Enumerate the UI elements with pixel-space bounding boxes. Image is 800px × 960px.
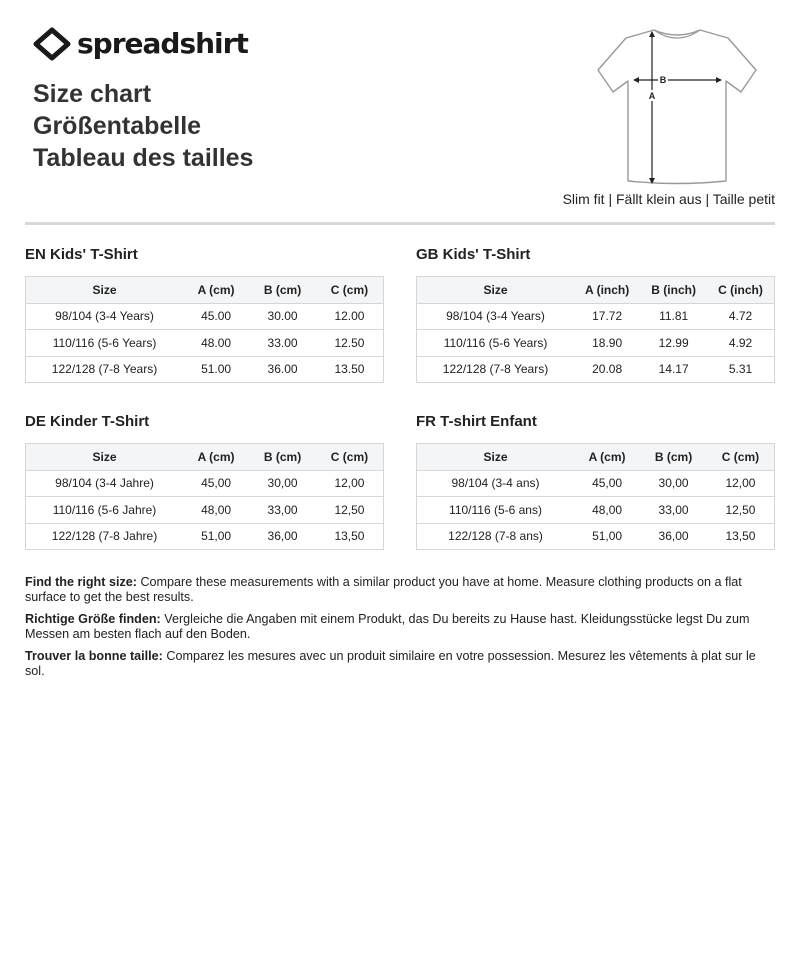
- size-table: [416, 443, 775, 550]
- table-row: [417, 330, 775, 357]
- table-title: GB Kids' T-Shirt: [416, 246, 531, 263]
- cell-a: 48,00: [183, 497, 249, 524]
- note-en: [25, 575, 777, 605]
- brand-name: spreadshirt: [77, 27, 248, 60]
- cell-b: 11.81: [640, 303, 707, 330]
- cell-a: 45,00: [574, 470, 640, 497]
- table-row: [26, 497, 384, 524]
- size-table-fr: [416, 413, 775, 550]
- brand-logo: [33, 26, 248, 62]
- measure-label-b: B: [659, 75, 667, 85]
- table-title: EN Kids' T-Shirt: [25, 246, 138, 263]
- cell-size: 110/116 (5-6 Jahre): [26, 497, 184, 524]
- header-b: B (cm): [640, 444, 707, 471]
- heart-diamond-logo-icon: [33, 27, 71, 61]
- table-row: [417, 356, 775, 383]
- cell-b: 30,00: [249, 470, 316, 497]
- header-a: A (inch): [574, 277, 640, 304]
- cell-a: 45.00: [183, 303, 249, 330]
- cell-size: 98/104 (3-4 Jahre): [26, 470, 184, 497]
- cell-c: 12,50: [316, 497, 384, 524]
- measure-label-a: A: [648, 91, 656, 101]
- page-titles: [33, 78, 253, 174]
- note-text: Comparez les mesures avec un produit similaire en votre possession. Mesurez les vêtements à plat sur le sol.: [25, 649, 756, 678]
- header-size: Size: [417, 277, 575, 304]
- title-en: Size chart: [33, 80, 152, 108]
- tshirt-measurement-diagram: [594, 26, 760, 190]
- cell-size: 98/104 (3-4 ans): [417, 470, 575, 497]
- table-row: [417, 497, 775, 524]
- header-a: A (cm): [183, 277, 249, 304]
- header-a: A (cm): [183, 444, 249, 471]
- cell-size: 110/116 (5-6 ans): [417, 497, 575, 524]
- cell-c: 12,50: [707, 497, 775, 524]
- size-table-gb: [416, 246, 775, 383]
- tshirt-outline: [598, 30, 756, 184]
- header-c: C (cm): [707, 444, 775, 471]
- cell-size: 122/128 (7-8 Years): [51, 362, 158, 377]
- table-row: [26, 303, 384, 330]
- header-b: B (cm): [249, 444, 316, 471]
- header-c: C (inch): [707, 277, 774, 304]
- cell-c: 4.72: [707, 303, 774, 330]
- size-table-en: [25, 246, 384, 383]
- size-table: [25, 443, 384, 550]
- note-fr: [25, 649, 777, 679]
- header-b: B (cm): [249, 277, 316, 304]
- cell-size: 122/128 (7-8 Years): [442, 362, 549, 377]
- header-size: Size: [26, 277, 184, 304]
- cell-a: 51,00: [201, 529, 232, 544]
- cell-a: 17.72: [574, 303, 640, 330]
- cell-b: 33.00: [249, 330, 316, 357]
- table-row: [417, 523, 775, 550]
- cell-b: 36.00: [267, 362, 298, 377]
- cell-a: 51,00: [592, 529, 623, 544]
- note-label: Richtige Größe finden:: [25, 612, 161, 626]
- cell-b: 36,00: [658, 529, 689, 544]
- cell-size: 110/116 (5-6 Years): [26, 330, 184, 357]
- cell-c: 12.50: [316, 330, 384, 357]
- title-de: Größentabelle: [33, 112, 202, 140]
- note-de: [25, 612, 777, 642]
- cell-c: 12,00: [316, 470, 384, 497]
- header-a: A (cm): [574, 444, 640, 471]
- cell-b: 12.99: [640, 330, 707, 357]
- measurement-notes: [25, 575, 777, 686]
- cell-size: 122/128 (7-8 Jahre): [51, 529, 158, 544]
- cell-a: 45,00: [183, 470, 249, 497]
- header-size: Size: [26, 444, 184, 471]
- cell-size: 98/104 (3-4 Years): [26, 303, 184, 330]
- cell-a: 20.08: [592, 362, 623, 377]
- table-row: [417, 470, 775, 497]
- cell-c: 4.92: [707, 330, 774, 357]
- cell-b: 33,00: [249, 497, 316, 524]
- header-b: B (inch): [640, 277, 707, 304]
- cell-c: 5.31: [728, 362, 753, 377]
- cell-a: 48.00: [183, 330, 249, 357]
- cell-size: 122/128 (7-8 ans): [448, 529, 543, 544]
- table-row: [26, 330, 384, 357]
- table-title: FR T-shirt Enfant: [416, 413, 537, 430]
- cell-b: 36,00: [267, 529, 298, 544]
- table-row: [26, 470, 384, 497]
- cell-size: 110/116 (5-6 Years): [417, 330, 575, 357]
- table-header-row: [417, 444, 775, 471]
- header-size: Size: [417, 444, 575, 471]
- divider: [25, 222, 775, 225]
- table-header-row: [26, 277, 384, 304]
- header-c: C (cm): [316, 444, 384, 471]
- cell-a: 48,00: [574, 497, 640, 524]
- cell-c: 13,50: [334, 529, 365, 544]
- cell-c: 13,50: [725, 529, 756, 544]
- table-header-row: [417, 277, 775, 304]
- note-label: Find the right size:: [25, 575, 137, 589]
- table-title: DE Kinder T-Shirt: [25, 413, 150, 430]
- cell-b: 33,00: [640, 497, 707, 524]
- cell-a: 18.90: [574, 330, 640, 357]
- title-fr: Tableau des tailles: [33, 144, 254, 172]
- note-text: Vergleiche die Angaben mit einem Produkt, das Du bereits zu Hause hast. Kleidungsstücke legst Du zum Messen am besten flach auf den Boden.: [25, 612, 750, 641]
- size-table-de: [25, 413, 384, 550]
- cell-c: 12,00: [707, 470, 775, 497]
- header-c: C (cm): [316, 277, 384, 304]
- cell-b: 14.17: [658, 362, 689, 377]
- cell-a: 51.00: [201, 362, 232, 377]
- cell-b: 30,00: [640, 470, 707, 497]
- note-text: Compare these measurements with a similar product you have at home. Measure clothing products on a flat surface to get the best results.: [25, 575, 742, 604]
- table-row: [26, 523, 384, 550]
- table-row: [26, 356, 384, 383]
- size-table: [416, 276, 775, 383]
- table-row: [417, 303, 775, 330]
- size-table: [25, 276, 384, 383]
- cell-c: 13.50: [334, 362, 365, 377]
- cell-b: 30.00: [249, 303, 316, 330]
- table-header-row: [26, 444, 384, 471]
- cell-c: 12.00: [316, 303, 384, 330]
- fit-note: Slim fit | Fällt klein aus | Taille petit: [562, 191, 775, 207]
- cell-size: 98/104 (3-4 Years): [417, 303, 575, 330]
- note-label: Trouver la bonne taille:: [25, 649, 163, 663]
